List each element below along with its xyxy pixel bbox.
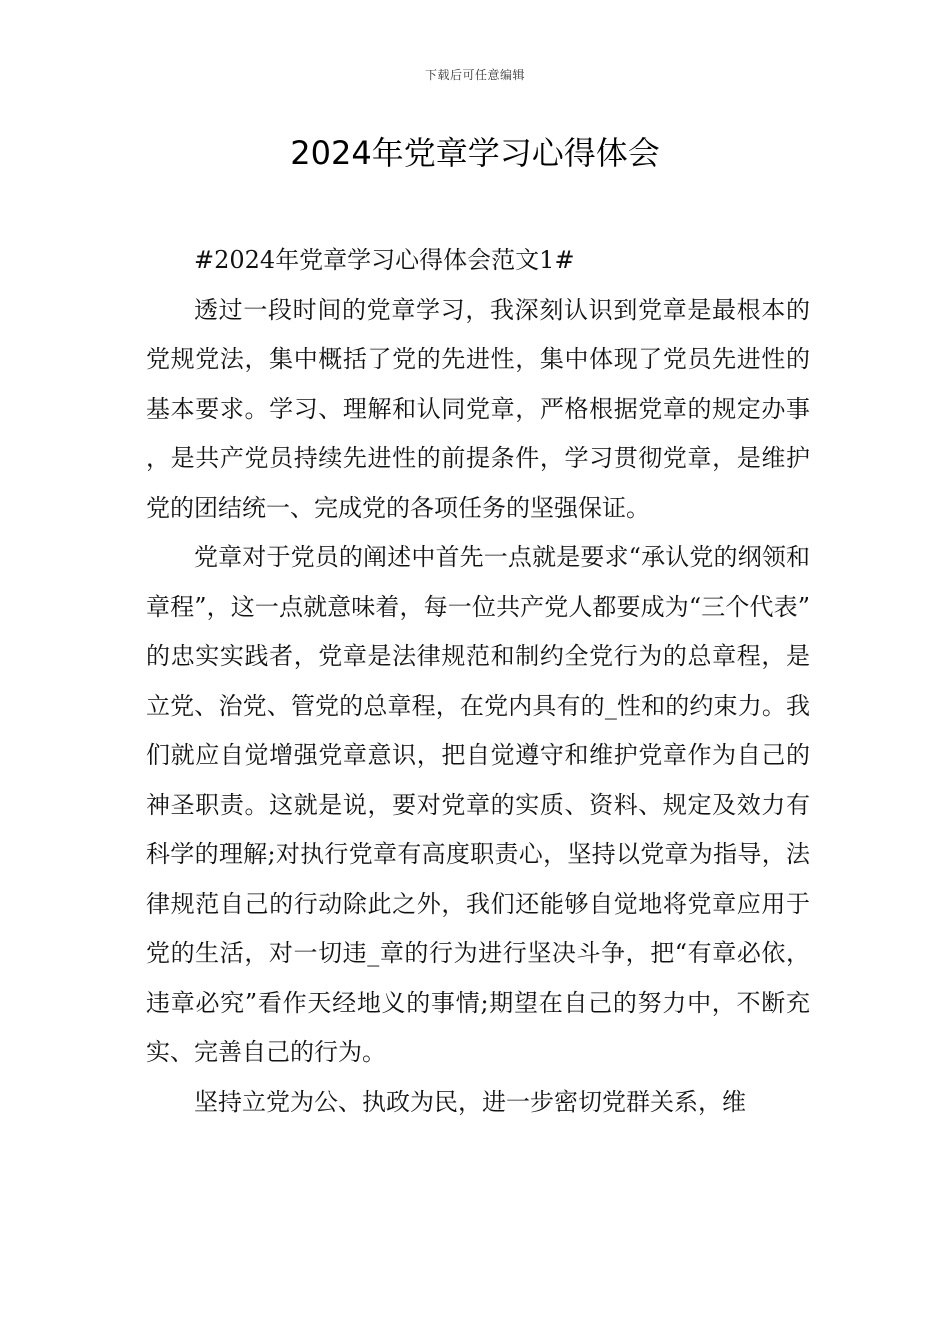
document-body <box>146 236 810 1127</box>
paragraph-3: 坚持立党为公、执政为民，进一步密切党群关系，维 <box>194 1087 746 1116</box>
section-heading: #2024年党章学习心得体会范文1# <box>194 246 575 274</box>
page-header-note: 下载后可任意编辑 <box>424 68 525 82</box>
paragraph-2: 党章对于党员的阐述中首先一点就是要求“承认党的纲领和章程”，这一点就意味着，每一位共产党人都要成为“三个代表”的忠实实践者，党章是法律规范和制约全党行为的总章程，是立党、治党、管党的总章程，在党内具有的_性和的约束力。我们就应自觉增强党章意识，把自觉遵守和维护党章作为自己的神圣职责。这就是说，要对党章的实质、资料、规定及效力有科学的理解;对执行党章有高度职责心，坚持以党章为指导，法律规范自己的行动除此之外，我们还能够自觉地将党章应用于党的生活，对一切违_章的行为进行坚决斗争，把“有章必依，违章必究”看作天经地义的事情;期望在自己的努力中，不断充实、完善自己的行为。 <box>146 543 810 1066</box>
paragraph-1: 透过一段时间的党章学习，我深刻认识到党章是最根本的党规党法，集中概括了党的先进性，集中体现了党员先进性的基本要求。学习、理解和认同党章，严格根据党章的规定办事，是共产党员持续先进性的前提条件，学习贯彻党章，是维护党的团结统一、完成党的各项任务的坚强保证。 <box>146 295 810 522</box>
document-title: 2024年党章学习心得体会 <box>290 134 660 172</box>
